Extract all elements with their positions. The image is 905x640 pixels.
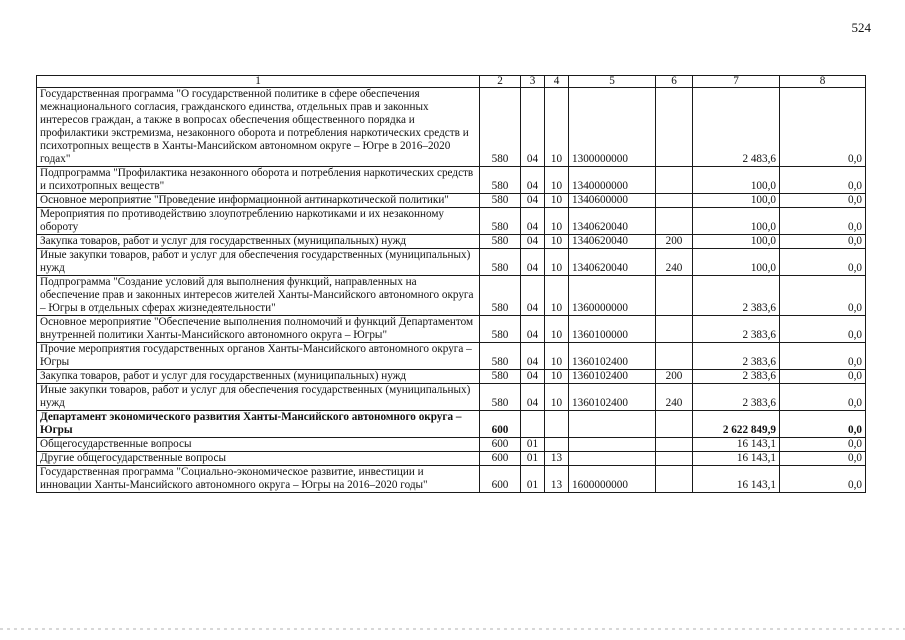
row-code-cell: 580 [480, 167, 521, 194]
row-name-cell: Закупка товаров, работ и услуг для государственных (муниципальных) нужд [37, 235, 480, 249]
row-target-cell: 1360100000 [569, 316, 656, 343]
column-header-6: 6 [656, 76, 693, 88]
row-expense-type-cell [656, 208, 693, 235]
row-amount-cell: 100,0 [693, 208, 780, 235]
row-target-cell [569, 411, 656, 438]
row-amount-cell: 2 622 849,9 [693, 411, 780, 438]
row-code-cell: 580 [480, 343, 521, 370]
row-code-cell: 600 [480, 411, 521, 438]
row-expense-type-cell [656, 452, 693, 466]
row-amount-cell: 100,0 [693, 194, 780, 208]
row-section-cell: 04 [521, 370, 545, 384]
row-amount2-cell: 0,0 [780, 235, 866, 249]
table-row [37, 88, 866, 167]
row-name-cell: Подпрограмма "Создание условий для выполнения функций, направленных на обеспечение прав и законных интересов жителей Ханты-Мансийского автономного округа – Югры в отдельных сферах жизнедеятельности" [37, 276, 480, 316]
row-amount2-cell: 0,0 [780, 88, 866, 167]
row-subsection-cell: 10 [545, 343, 569, 370]
row-section-cell: 04 [521, 276, 545, 316]
row-section-cell: 04 [521, 208, 545, 235]
row-amount-cell: 2 383,6 [693, 316, 780, 343]
table-row [37, 235, 866, 249]
row-target-cell: 1340000000 [569, 167, 656, 194]
row-subsection-cell: 10 [545, 316, 569, 343]
row-amount-cell: 2 383,6 [693, 370, 780, 384]
row-name-cell: Общегосударственные вопросы [37, 438, 480, 452]
row-section-cell [521, 411, 545, 438]
row-subsection-cell: 10 [545, 384, 569, 411]
table-row [37, 343, 866, 370]
row-expense-type-cell [656, 343, 693, 370]
row-amount2-cell: 0,0 [780, 276, 866, 316]
row-subsection-cell: 10 [545, 88, 569, 167]
row-name-cell: Прочие мероприятия государственных органов Ханты-Мансийского автономного округа – Югры [37, 343, 480, 370]
row-expense-type-cell [656, 316, 693, 343]
row-section-cell: 01 [521, 452, 545, 466]
row-section-cell: 04 [521, 249, 545, 276]
table-row [37, 411, 866, 438]
row-amount-cell: 100,0 [693, 167, 780, 194]
row-name-cell: Мероприятия по противодействию злоупотреблению наркотиками и их незаконному обороту [37, 208, 480, 235]
row-amount2-cell: 0,0 [780, 438, 866, 452]
row-name-cell: Основное мероприятие "Обеспечение выполнения полномочий и функций Департаментом внутренней политики Ханты-Мансийского автономного округа – Югры" [37, 316, 480, 343]
row-subsection-cell: 10 [545, 167, 569, 194]
table-row [37, 167, 866, 194]
row-amount2-cell: 0,0 [780, 316, 866, 343]
row-subsection-cell [545, 411, 569, 438]
table-row [37, 276, 866, 316]
budget-table [36, 75, 866, 493]
row-section-cell: 01 [521, 466, 545, 493]
column-header-4: 4 [545, 76, 569, 88]
row-name-cell: Иные закупки товаров, работ и услуг для обеспечения государственных (муниципальных) нужд [37, 249, 480, 276]
row-section-cell: 04 [521, 88, 545, 167]
row-code-cell: 600 [480, 466, 521, 493]
row-subsection-cell: 10 [545, 370, 569, 384]
row-subsection-cell: 10 [545, 276, 569, 316]
row-target-cell: 1360102400 [569, 343, 656, 370]
row-code-cell: 580 [480, 249, 521, 276]
row-target-cell [569, 438, 656, 452]
row-target-cell: 1360000000 [569, 276, 656, 316]
table-row [37, 438, 866, 452]
row-target-cell: 1340620040 [569, 249, 656, 276]
row-amount2-cell: 0,0 [780, 343, 866, 370]
row-amount2-cell: 0,0 [780, 249, 866, 276]
scan-noise-line [0, 628, 905, 630]
row-expense-type-cell [656, 88, 693, 167]
row-amount2-cell: 0,0 [780, 452, 866, 466]
column-header-1: 1 [37, 76, 480, 88]
row-amount2-cell: 0,0 [780, 194, 866, 208]
row-expense-type-cell [656, 466, 693, 493]
row-name-cell: Государственная программа "Социально-экономическое развитие, инвестиции и инновации Ханты-Мансийского автономного округа – Югры на 2016–2020 годы" [37, 466, 480, 493]
row-code-cell: 580 [480, 384, 521, 411]
row-code-cell: 580 [480, 208, 521, 235]
row-target-cell [569, 452, 656, 466]
column-header-3: 3 [521, 76, 545, 88]
table-row [37, 466, 866, 493]
row-amount-cell: 2 383,6 [693, 343, 780, 370]
row-code-cell: 580 [480, 194, 521, 208]
row-target-cell: 1300000000 [569, 88, 656, 167]
row-target-cell: 1340600000 [569, 194, 656, 208]
row-expense-type-cell [656, 438, 693, 452]
row-subsection-cell: 10 [545, 194, 569, 208]
row-name-cell: Подпрограмма "Профилактика незаконного оборота и потребления наркотических средств и психотропных веществ" [37, 167, 480, 194]
row-amount-cell: 2 483,6 [693, 88, 780, 167]
row-target-cell: 1340620040 [569, 235, 656, 249]
row-name-cell: Другие общегосударственные вопросы [37, 452, 480, 466]
row-amount-cell: 16 143,1 [693, 466, 780, 493]
row-subsection-cell: 10 [545, 249, 569, 276]
row-target-cell: 1360102400 [569, 384, 656, 411]
row-expense-type-cell [656, 411, 693, 438]
row-section-cell: 04 [521, 235, 545, 249]
row-code-cell: 580 [480, 235, 521, 249]
column-header-2: 2 [480, 76, 521, 88]
row-subsection-cell: 13 [545, 466, 569, 493]
column-header-7: 7 [693, 76, 780, 88]
row-amount-cell: 2 383,6 [693, 276, 780, 316]
row-amount2-cell: 0,0 [780, 384, 866, 411]
row-name-cell: Иные закупки товаров, работ и услуг для обеспечения государственных (муниципальных) нужд [37, 384, 480, 411]
row-expense-type-cell: 240 [656, 249, 693, 276]
table-row [37, 384, 866, 411]
row-amount-cell: 100,0 [693, 249, 780, 276]
row-target-cell: 1340620040 [569, 208, 656, 235]
row-amount-cell: 16 143,1 [693, 438, 780, 452]
row-code-cell: 600 [480, 452, 521, 466]
row-amount2-cell: 0,0 [780, 208, 866, 235]
row-code-cell: 580 [480, 276, 521, 316]
row-name-cell: Департамент экономического развития Ханты-Мансийского автономного округа – Югры [37, 411, 480, 438]
row-amount2-cell: 0,0 [780, 167, 866, 194]
row-code-cell: 600 [480, 438, 521, 452]
row-code-cell: 580 [480, 316, 521, 343]
row-section-cell: 04 [521, 316, 545, 343]
row-section-cell: 04 [521, 194, 545, 208]
row-expense-type-cell: 200 [656, 235, 693, 249]
row-target-cell: 1600000000 [569, 466, 656, 493]
row-subsection-cell: 13 [545, 452, 569, 466]
row-code-cell: 580 [480, 88, 521, 167]
row-name-cell: Закупка товаров, работ и услуг для государственных (муниципальных) нужд [37, 370, 480, 384]
row-subsection-cell [545, 438, 569, 452]
row-code-cell: 580 [480, 370, 521, 384]
table-row [37, 316, 866, 343]
row-target-cell: 1360102400 [569, 370, 656, 384]
table-row [37, 194, 866, 208]
table-row [37, 249, 866, 276]
row-subsection-cell: 10 [545, 235, 569, 249]
table-row [37, 370, 866, 384]
row-subsection-cell: 10 [545, 208, 569, 235]
row-expense-type-cell: 200 [656, 370, 693, 384]
row-expense-type-cell: 240 [656, 384, 693, 411]
row-amount-cell: 16 143,1 [693, 452, 780, 466]
row-section-cell: 04 [521, 384, 545, 411]
row-expense-type-cell [656, 276, 693, 316]
table-row [37, 208, 866, 235]
row-amount2-cell: 0,0 [780, 370, 866, 384]
row-expense-type-cell [656, 194, 693, 208]
row-name-cell: Государственная программа "О государственной политике в сфере обеспечения межнационального согласия, гражданского единства, отдельных прав и законных интересов граждан, а также в вопросах обеспечения общественного порядка и профилактики экстремизма, незаконного оборота и потребления наркотических средств и психотропных веществ в Ханты-Мансийском автономном округе – Югре в 2016–2020 годах" [37, 88, 480, 167]
row-amount2-cell: 0,0 [780, 411, 866, 438]
row-amount2-cell: 0,0 [780, 466, 866, 493]
row-section-cell: 04 [521, 167, 545, 194]
column-header-8: 8 [780, 76, 866, 88]
table-header-row [37, 76, 866, 88]
row-expense-type-cell [656, 167, 693, 194]
table-row [37, 452, 866, 466]
column-header-5: 5 [569, 76, 656, 88]
page-number: 524 [851, 20, 871, 35]
row-amount-cell: 100,0 [693, 235, 780, 249]
row-section-cell: 04 [521, 343, 545, 370]
row-section-cell: 01 [521, 438, 545, 452]
row-name-cell: Основное мероприятие "Проведение информационной антинаркотической политики" [37, 194, 480, 208]
row-amount-cell: 2 383,6 [693, 384, 780, 411]
